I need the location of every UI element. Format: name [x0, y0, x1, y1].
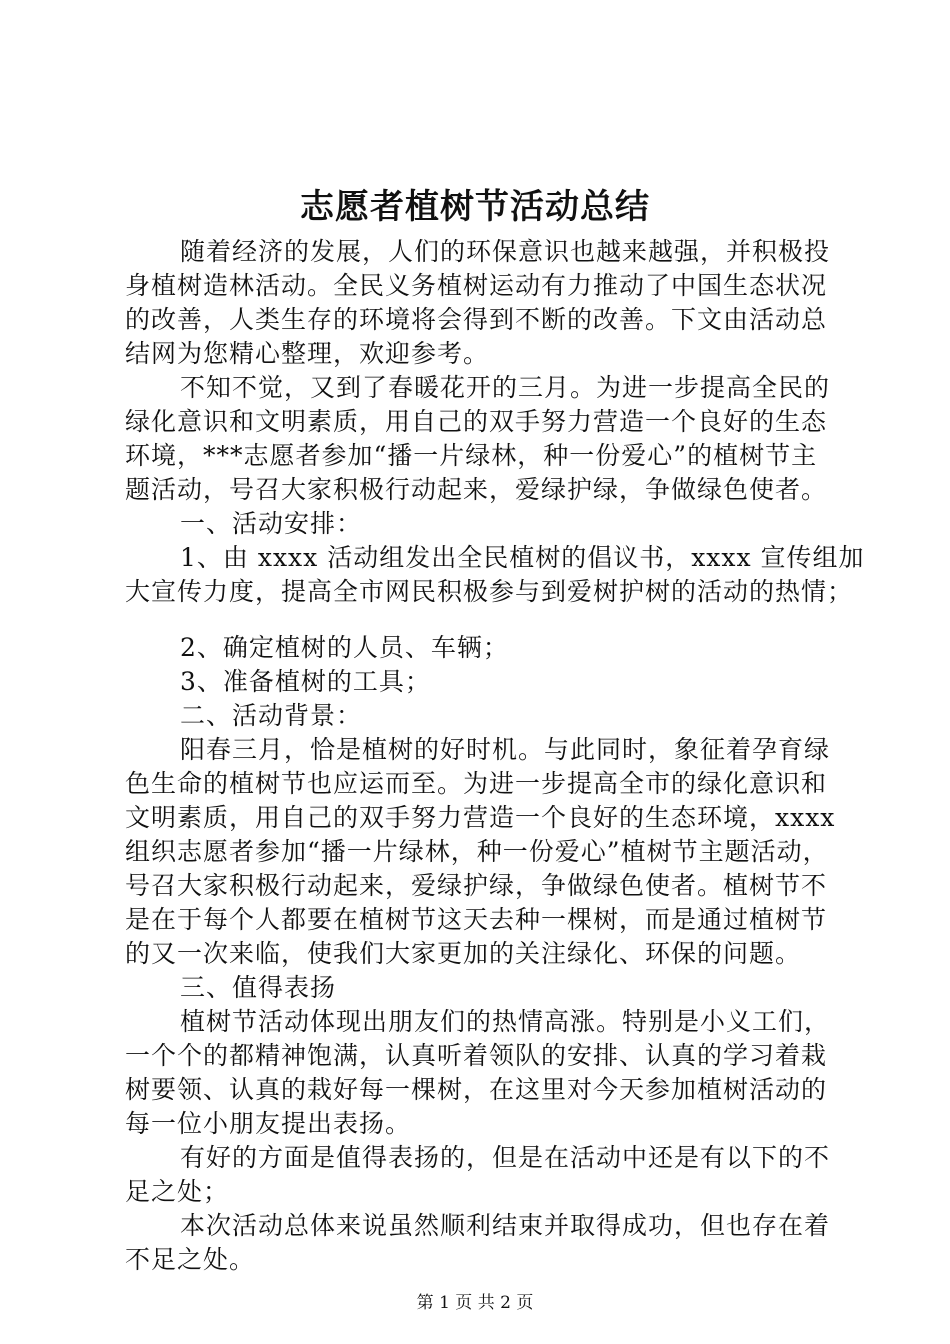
document-title: 志愿者植树节活动总结 [300, 187, 650, 227]
praise-line-4: 每一位小朋友提出表扬。 [125, 1109, 412, 1138]
section-heading-praise: 三、值得表扬 [180, 973, 337, 1002]
background-line-2: 色生命的植树节也应运而至。为进一步提高全市的绿化意识和 [125, 769, 828, 798]
background-line-3: 文明素质，用自己的双手努力营造一个良好的生态环境，xxxx [125, 803, 836, 832]
background-line-1: 阳春三月，恰是植树的好时机。与此同时，象征着孕育绿 [180, 735, 831, 764]
paragraph-2-line-2: 绿化意识和文明素质，用自己的双手努力营造一个良好的生态 [125, 407, 828, 436]
praise-line-1: 植树节活动体现出朋友们的热情高涨。特别是小义工们， [180, 1007, 831, 1036]
conclusion-line-1: 本次活动总体来说虽然顺利结束并取得成功，但也存在着 [180, 1211, 831, 1240]
arrangement-item-1-line-2: 大宣传力度，提高全市网民积极参与到爱树护树的活动的热情； [125, 577, 854, 606]
shortcomings-line-1: 有好的方面是值得表扬的，但是在活动中还是有以下的不 [180, 1143, 831, 1172]
section-heading-background: 二、活动背景： [180, 701, 363, 730]
paragraph-2-line-4: 题活动，号召大家积极行动起来，爱绿护绿，争做绿色使者。 [125, 475, 828, 504]
background-line-5: 号召大家积极行动起来，爱绿护绿，争做绿色使者。植树节不 [125, 871, 828, 900]
praise-line-3: 树要领、认真的栽好每一棵树，在这里对今天参加植树活动的 [125, 1075, 828, 1104]
paragraph-1-line-2: 身植树造林活动。全民义务植树运动有力推动了中国生态状况 [125, 271, 828, 300]
paragraph-1-line-4: 结网为您精心整理，欢迎参考。 [125, 339, 490, 368]
arrangement-item-3: 3、准备植树的工具； [180, 667, 431, 696]
page-footer: 第 1 页 共 2 页 [416, 1293, 534, 1313]
background-line-4: 组织志愿者参加“播一片绿林，种一份爱心”植树节主题活动， [125, 837, 829, 866]
arrangement-item-1-line-1: 1、由 xxxx 活动组发出全民植树的倡议书，xxxx 宣传组加 [180, 543, 865, 572]
background-line-6: 是在于每个人都要在植树节这天去种一棵树，而是通过植树节 [125, 905, 828, 934]
section-heading-arrangement: 一、活动安排： [180, 509, 363, 538]
background-line-7: 的又一次来临，使我们大家更加的关注绿化、环保的问题。 [125, 939, 802, 968]
paragraph-1-line-3: 的改善，人类生存的环境将会得到不断的改善。下文由活动总 [125, 305, 828, 334]
paragraph-2-line-3: 环境，***志愿者参加“播一片绿林，种一份爱心”的植树节主 [125, 441, 818, 470]
paragraph-2-line-1: 不知不觉，又到了春暖花开的三月。为进一步提高全民的 [180, 373, 831, 402]
conclusion-line-2: 不足之处。 [125, 1245, 256, 1274]
arrangement-item-2: 2、确定植树的人员、车辆； [180, 633, 509, 662]
shortcomings-line-2: 足之处； [125, 1177, 230, 1206]
praise-line-2: 一个个的都精神饱满，认真听着领队的安排、认真的学习着栽 [125, 1041, 828, 1070]
paragraph-1-line-1: 随着经济的发展，人们的环保意识也越来越强，并积极投 [180, 237, 831, 266]
